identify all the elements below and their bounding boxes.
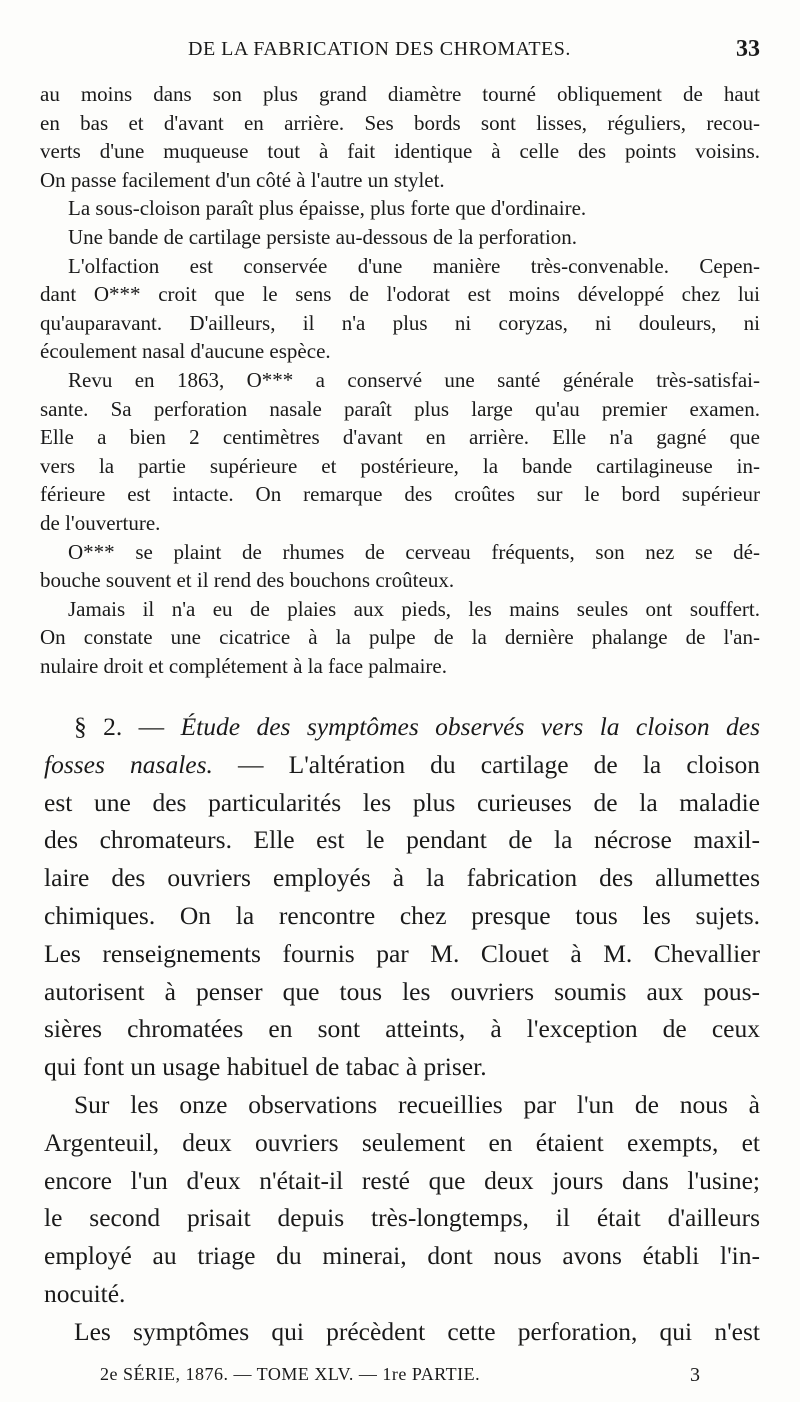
text-line: sante. Sa perforation nasale paraît plus large qu'au premier examen. — [40, 396, 760, 421]
section-number: § 2. — — [74, 712, 165, 741]
text-line: On passe facilement d'un côté à l'autre un stylet. — [40, 167, 445, 192]
text-line: Jamais il n'a eu de plaies aux pieds, les mains seules ont souffert. — [68, 596, 760, 621]
section-title-continued: fosses nasales. — [44, 749, 213, 779]
signature-mark: 2e SÉRIE, 1876. — TOME XLV. — 1re PARTIE. — [100, 1364, 481, 1384]
text-line: bouche souvent et il rend des bouchons croûteux. — [40, 568, 455, 593]
section-heading-line — [44, 746, 760, 784]
section-text-start: — L'altération du cartilage de la cloison — [238, 749, 760, 779]
text-line: Les symptômes qui précèdent cette perforation, qui n'est — [74, 1316, 760, 1346]
text-line: vers la partie supérieure et postérieure, la bande cartilagineuse in- — [40, 453, 760, 478]
text-line: férieure est intacte. On remarque des croûtes sur le bord supérieur — [40, 482, 760, 507]
text-line: en bas et d'avant en arrière. Ses bords sont lisses, réguliers, recou- — [40, 110, 760, 135]
case-report-text — [40, 80, 760, 680]
signature-number: 3 — [690, 1364, 700, 1386]
text-line: au moins dans son plus grand diamètre tourné obliquement de haut — [40, 82, 760, 106]
text-line: des chromateurs. Elle est le pendant de la nécrose maxil- — [44, 825, 760, 855]
text-line: dant O*** croit que le sens de l'odorat est moins développé chez lui — [40, 282, 760, 307]
text-line: qu'auparavant. D'ailleurs, il n'a plus ni coryzas, ni douleurs, ni — [40, 310, 760, 335]
text-line: Argenteuil, deux ouvriers seulement en étaient exempts, et — [44, 1127, 760, 1157]
text-line: Une bande de cartilage persiste au-dessous de la perforation. — [68, 224, 578, 249]
text-line: laire des ouvriers employés à la fabrication des allumettes — [44, 863, 760, 893]
text-line: La sous-cloison paraît plus épaisse, plus forte que d'ordinaire. — [68, 196, 587, 221]
text-line: sières chromatées en sont atteints, à l'exception de ceux — [44, 1014, 760, 1044]
running-head — [40, 36, 760, 66]
text-line: écoulement nasal d'aucune espèce. — [40, 339, 331, 364]
text-line: verts d'une muqueuse tout à fait identique à celle des points voisins. — [40, 139, 760, 164]
text-line: le second prisait depuis très-longtemps, il était d'ailleurs — [44, 1203, 760, 1233]
text-line: O*** se plaint de rhumes de cerveau fréquents, son nez se dé- — [68, 539, 760, 564]
text-line: nocuité. — [44, 1278, 126, 1308]
text-line: Les renseignements fournis par M. Clouet à M. Chevallier — [44, 938, 760, 968]
running-title: DE LA FABRICATION DES CHROMATES. — [188, 38, 571, 60]
text-line: Sur les onze observations recueillies par l'un de nous à — [74, 1089, 760, 1119]
section-text — [44, 708, 760, 1351]
text-line: chimiques. On la rencontre chez presque tous les sujets. — [44, 900, 760, 930]
text-line: L'olfaction est conservée d'une manière très-convenable. Cepen- — [68, 253, 760, 278]
text-line: On constate une cicatrice à la pulpe de la dernière phalange de l'an- — [40, 625, 760, 650]
text-line: nulaire droit et complétement à la face palmaire. — [40, 653, 447, 678]
text-line: qui font un usage habituel de tabac à priser. — [44, 1052, 487, 1082]
text-line: est une des particularités les plus curieuses de la maladie — [44, 787, 760, 817]
page-number: 33 — [736, 36, 760, 62]
section-heading-line — [44, 708, 760, 746]
page-footer — [100, 1364, 700, 1394]
text-line: employé au triage du minerai, dont nous avons établi l'in- — [44, 1241, 760, 1271]
text-line: autorisent à penser que tous les ouvriers soumis aux pous- — [44, 976, 760, 1006]
text-line: encore l'un d'eux n'était-il resté que deux jours dans l'usine; — [44, 1165, 760, 1195]
section-title: Étude des symptômes observés vers la cloison des — [180, 712, 760, 741]
text-line: de l'ouverture. — [40, 510, 161, 535]
text-line: Elle a bien 2 centimètres d'avant en arrière. Elle n'a gagné que — [40, 425, 760, 450]
text-line: Revu en 1863, O*** a conservé une santé générale très-satisfai- — [68, 367, 760, 392]
